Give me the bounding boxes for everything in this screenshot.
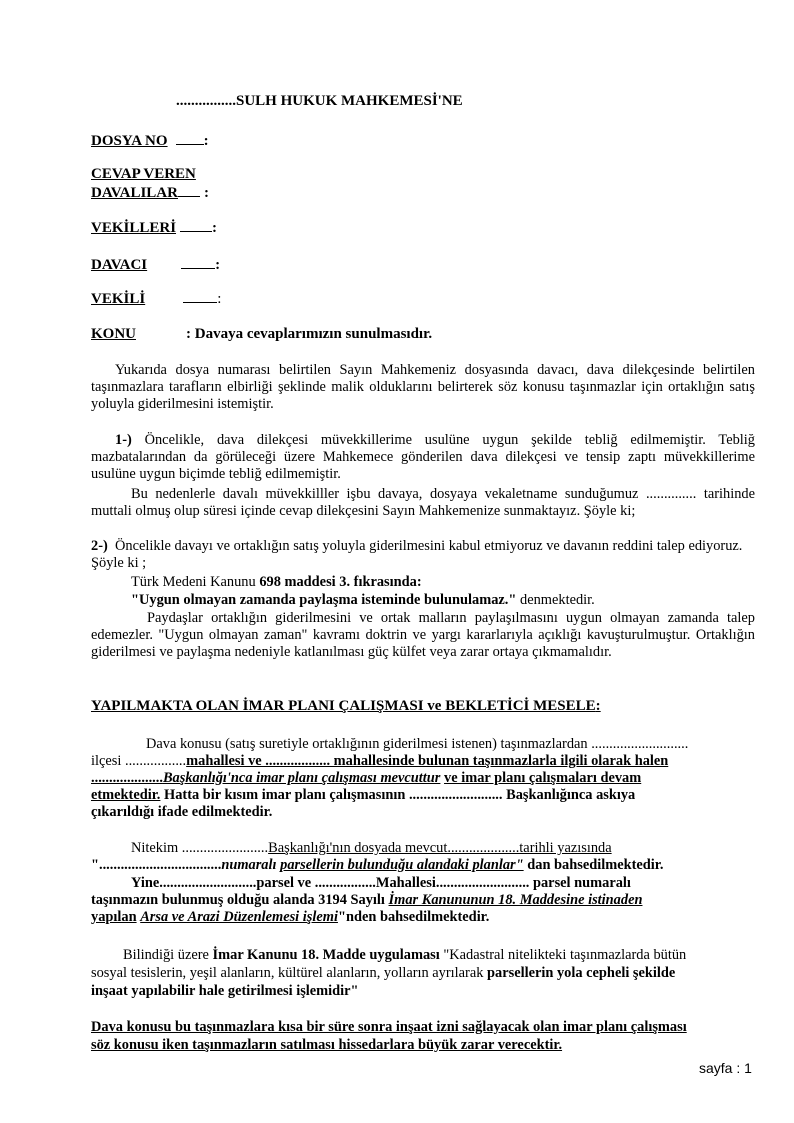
- text: taşınmazın bulunmuş olduğu alanda 3194 Sayılı: [91, 892, 385, 908]
- paragraph-number: 2-): [91, 538, 108, 554]
- field-label: DOSYA NO: [91, 133, 168, 149]
- field-label: VEKİLLERİ: [91, 220, 177, 236]
- text: "..................................: [91, 857, 222, 873]
- s3-line3: inşaat yapılabilir hale getirilmesi işlemidir": [91, 983, 359, 999]
- s4-line1: Dava konusu bu taşınmazlara kısa bir süre sonra inşaat izni sağlayacak olan imar planı çalışması: [91, 1019, 687, 1035]
- s3-line2: [91, 965, 675, 982]
- s3-line1: [123, 947, 686, 964]
- s1-line2: [91, 753, 668, 770]
- field-vekili: [91, 290, 221, 308]
- underlined-text: mahallesi ve .................. mahallesinde bulunan taşınmazlarla ilgili olarak halen: [186, 753, 669, 769]
- text: Bilindiği üzere: [123, 947, 209, 963]
- s1-line1: Dava konusu (satış suretiyle ortaklığının giderilmesi istenen) taşınmazlardan ...........................: [146, 736, 689, 752]
- paragraph-explanation: Paydaşlar ortaklığın giderilmesini ve ortak malların paylaşılmasını uygun olmayan zamanda talep edemezler. "Uygun olmayan zaman" kavramı doktrin ve yargı kararlarıyla açıklığı kavuşturulmuştur. Ortaklığın giderilmesi ve paylaşma nedeniyle katlanılması güç külfet veya zarar ortaya çıkmamalıdır.: [91, 610, 755, 661]
- paragraph-timeliness: Bu nedenlerle davalı müvekkilller işbu davaya, dosyaya vekaletname sunduğumuz .............. tarihinde muttali olmuş olup süresi içinde cevap dilekçesini Sayın Mahkemenize sunmaktayız. Şöyle ki;: [91, 486, 755, 520]
- field-davaci: [91, 256, 220, 274]
- text: sosyal tesislerin, yeşil alanların, kültürel alanların, yolların ayrılarak: [91, 965, 484, 981]
- field-label: VEKİLİ: [91, 291, 146, 307]
- underlined-text: etmektedir.: [91, 787, 161, 803]
- s2-line5: [91, 909, 489, 926]
- field-colon: :: [215, 257, 221, 273]
- s2-line1: [131, 840, 612, 857]
- field-cevap-veren: [91, 166, 196, 183]
- field-label: KONU: [91, 326, 136, 342]
- field-colon: :: [203, 185, 209, 201]
- italic-text: Arsa ve Arazi Düzenlemesi işlemi: [140, 909, 338, 925]
- s1-line3: [91, 770, 641, 787]
- s2-line3: Yine...........................parsel ve .................Mahallesi.......................... parsel numaralı: [131, 875, 631, 891]
- field-konu: [91, 326, 432, 343]
- italic-text: numaralı: [221, 857, 277, 873]
- underlined-text: Başkanlığı'nın dosyada mevcut....................tarihli yazısında: [268, 840, 612, 856]
- law-article: 698 maddesi 3. fıkrasında:: [259, 574, 422, 590]
- paragraph-number: 1-): [115, 432, 132, 448]
- paragraph-text: Öncelikle, dava dilekçesi müvekkillerime usulüne uygun şekilde tebliğ edilmemiştir. Tebliğ mazbatalarından da görüleceği üzere Mahkemece gönderilen dava dilekçesi ve tensip zaptı müvekkillerime usulüne uygun biçimde tebliğ edilmemiştir.: [91, 432, 755, 483]
- court-title: ................SULH HUKUK MAHKEMESİ'NE: [176, 93, 463, 109]
- page-number: sayfa : 1: [699, 1060, 752, 1076]
- field-label: CEVAP VEREN: [91, 166, 196, 182]
- text: Nitekim ........................: [131, 840, 269, 856]
- paragraph-text: Öncelikle davayı ve ortaklığın satış yoluyla giderilmesini kabul etmiyoruz ve davanın reddini talep ediyoruz. Şöyle ki ;: [91, 538, 743, 572]
- s1-line5: çıkarıldığı ifade edilmektedir.: [91, 804, 273, 820]
- field-davalilar: [91, 184, 209, 202]
- s4-line2: söz konusu iken taşınmazların satılması hissedarlara büyük zarar verecektir.: [91, 1037, 563, 1053]
- law-name: Türk Medeni Kanunu: [131, 574, 256, 590]
- text: "Kadastral nitelikteki taşınmazlarda bütün: [443, 947, 687, 963]
- text: "nden bahsedilmektedir.: [337, 909, 490, 925]
- paragraph-2: [91, 538, 755, 572]
- paragraph-intro: Yukarıda dosya numarası belirtilen Sayın Mahkemeniz dosyasında davacı, dava dilekçesinde belirtilen taşınmazlara tarafların elbirliği şeklinde malik olduklarını belirterek söz konusu taşınmazlar için ortaklığın satış yoluyla giderilmesini istemiştir.: [91, 362, 755, 413]
- field-label: DAVACI: [91, 257, 148, 273]
- underlined-text: yapılan: [91, 909, 137, 925]
- text: Hatta bir kısım imar planı çalışmasının .......................... Başkanlığınca askıya: [164, 787, 636, 803]
- s2-line4: [91, 892, 642, 909]
- text: ....................: [91, 770, 163, 786]
- italic-text: Başkanlığı'nca imar planı çalışması mevcuttur: [162, 770, 441, 786]
- quote-tail: denmektedir.: [520, 592, 595, 608]
- law-quote: [131, 592, 731, 609]
- section-heading: [91, 698, 601, 715]
- s1-line4: [91, 787, 635, 804]
- law-reference: [131, 574, 731, 591]
- field-label: DAVALILAR: [91, 185, 178, 201]
- text: dan bahsedilmektedir.: [527, 857, 664, 873]
- heading-text: YAPILMAKTA OLAN İMAR PLANI ÇALIŞMASI ve BEKLETİCİ MESELE: [91, 698, 596, 714]
- underlined-text: ve imar planı çalışmaları devam: [444, 770, 642, 786]
- underlined-text: İmar Kanununun 18. Maddesine istinaden: [388, 892, 643, 908]
- field-value: : Davaya cevaplarımızın sunulmasıdır.: [186, 326, 433, 342]
- heading-colon: :: [595, 698, 601, 714]
- paragraph-1: [91, 432, 755, 484]
- quote-text: "Uygun olmayan zamanda paylaşma isteminde bulunulamaz.": [131, 592, 517, 608]
- s2-line2: [91, 857, 663, 874]
- text: ilçesi .................: [91, 753, 187, 769]
- bold-text: parsellerin yola cepheli şekilde: [487, 965, 676, 981]
- field-colon: :: [217, 291, 222, 307]
- field-colon: :: [212, 220, 218, 236]
- bold-text: İmar Kanunu 18. Madde uygulaması: [212, 947, 440, 963]
- field-dosya-no: [91, 132, 209, 150]
- field-vekilleri: [91, 219, 217, 237]
- underlined-text: parsellerin bulunduğu alandaki planlar": [280, 857, 524, 873]
- field-colon: :: [203, 133, 209, 149]
